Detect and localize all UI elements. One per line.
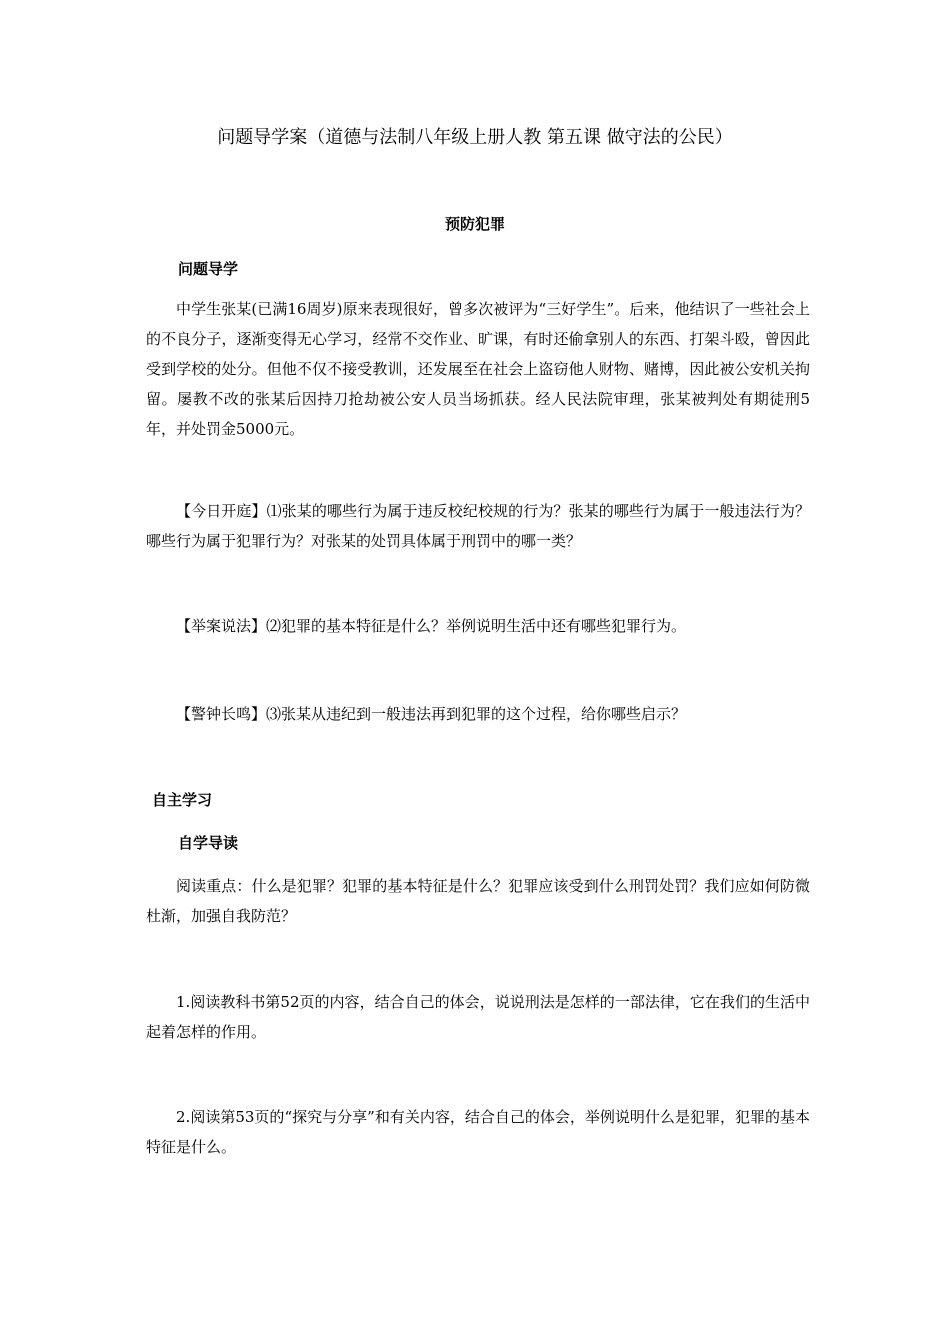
study-item-2: 2.阅读第53页的“探究与分享”和有关内容，结合自己的体会，举例说明什么是犯罪，犯罪的基本特征是什么。 [146,1108,810,1156]
reading-focus: 阅读重点：什么是犯罪？犯罪的基本特征是什么？犯罪应该受到什么刑罚处罚？我们应如何防微杜渐，加强自我防范？ [146,877,810,925]
case-paragraph: 中学生张某(已满16周岁)原来表现很好，曾多次被评为“三好学生”。后来，他结识了一些社会上的不良分子，逐渐变得无心学习，经常不交作业、旷课，有时还偷拿别人的东西、打架斗殴，曾因此受到学校的处分。但他不仅不接受教训，还发展至在社会上盗窃他人财物、赌博，因此被公安机关拘留。屡教不改的张某后因持刀抢劫被公安人员当场抓获。经人民法院审理，张某被判处有期徒刑5年，并处罚金5000元。 [146,300,810,438]
question-1: 【今日开庭】⑴张某的哪些行为属于违反校纪校规的行为？张某的哪些行为属于一般违法行为？哪些行为属于犯罪行为？对张某的处罚具体属于刑罚中的哪一类？ [146,502,810,550]
self-study-subheading: 自学导读 [178,834,239,852]
question-2: 【举案说法】⑵犯罪的基本特征是什么？举例说明生活中还有哪些犯罪行为。 [176,617,687,635]
section-title: 预防犯罪 [444,215,505,233]
self-study-heading: 自主学习 [152,791,213,809]
study-item-1: 1.阅读教科书第52页的内容，结合自己的体会，说说刑法是怎样的一部法律，它在我们的生活中起着怎样的作用。 [146,993,810,1041]
document-title: 问题导学案（道德与法制八年级上册人教 第五课 做守法的公民） [217,127,733,148]
question-3: 【警钟长鸣】⑶张某从违纪到一般违法再到犯罪的这个过程，给你哪些启示？ [176,705,687,723]
problem-guide-heading: 问题导学 [178,260,239,278]
